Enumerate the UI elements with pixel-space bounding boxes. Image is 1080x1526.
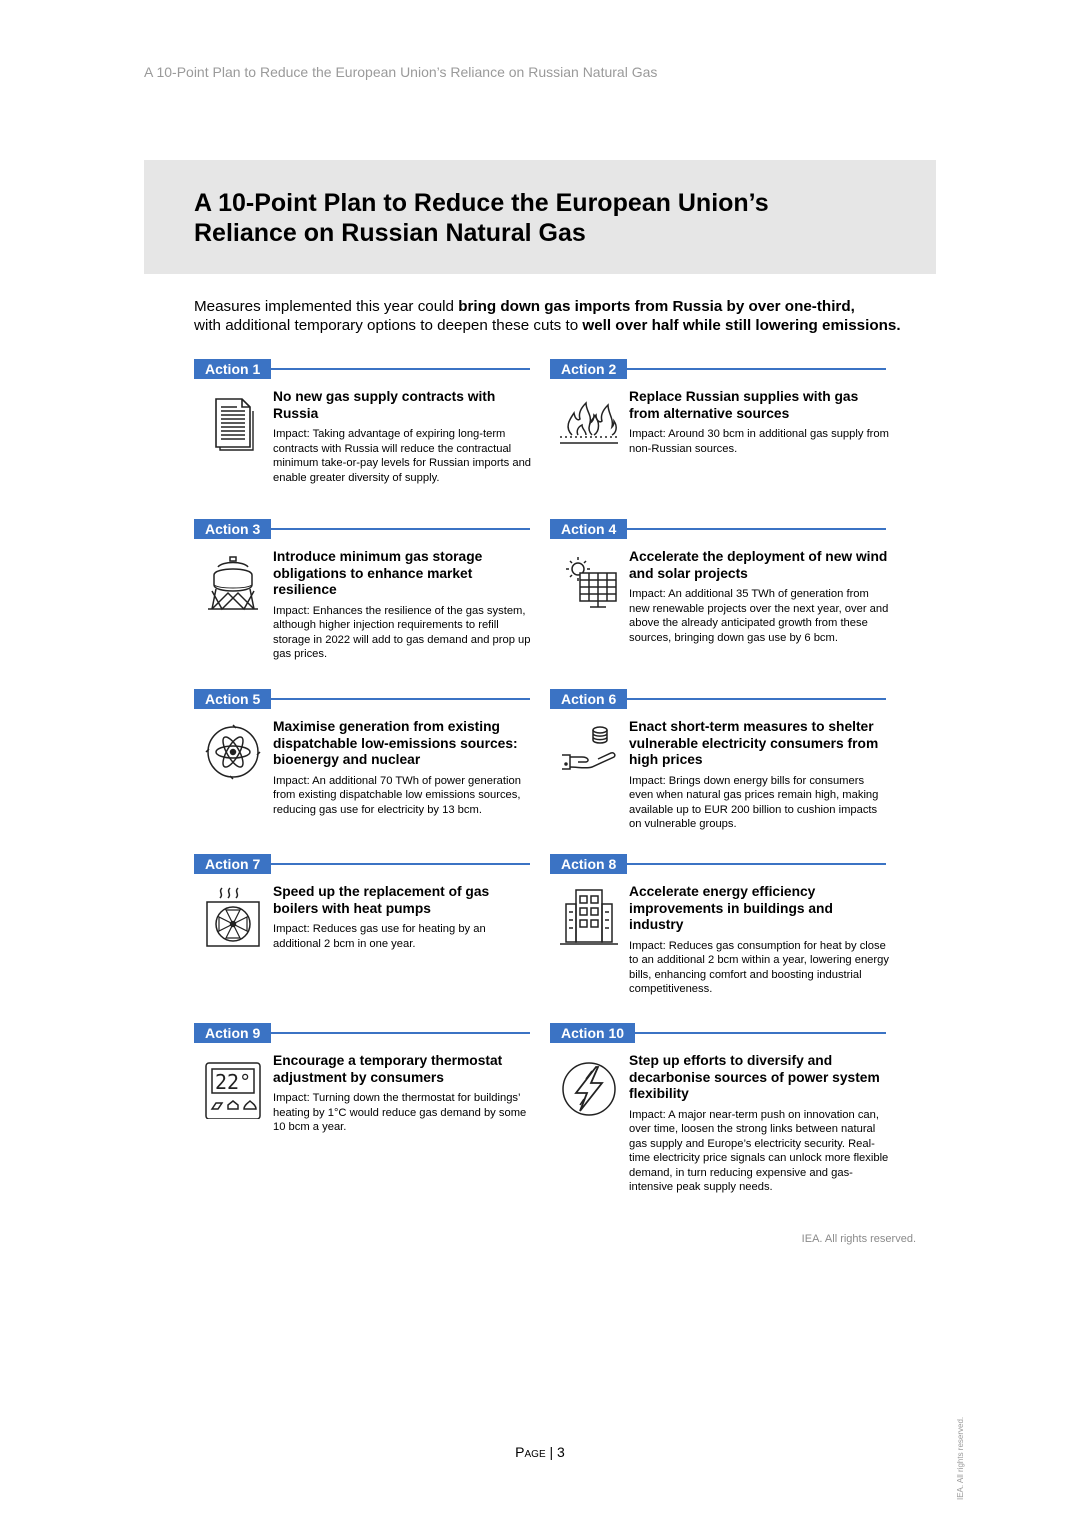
intro-text-1a: Measures implemented this year could bbox=[194, 298, 459, 315]
action-badge: Action 4 bbox=[550, 519, 627, 539]
action-title: Encourage a temporary thermostat adjustment by consumers bbox=[273, 1053, 503, 1085]
action-impact: Impact: Reduces gas consumption for heat by close to an additional 2 bcm within a year, lowering energy bills, enhancing comfort and boosting industrial competitiveness. bbox=[629, 939, 889, 996]
title-band bbox=[144, 160, 936, 274]
side-copyright: IEA. All rights reserved. bbox=[956, 1416, 965, 1500]
copyright-note: IEA. All rights reserved. bbox=[801, 1233, 916, 1245]
action-10 bbox=[550, 1023, 890, 1194]
action-badge: Action 5 bbox=[194, 689, 271, 709]
document-icon bbox=[200, 389, 266, 455]
thermostat-icon bbox=[200, 1053, 266, 1119]
action-title: Step up efforts to diversify and decarbonise sources of power system flexibility bbox=[629, 1053, 880, 1101]
action-2 bbox=[550, 359, 890, 455]
action-title: Speed up the replacement of gas boilers with heat pumps bbox=[273, 884, 490, 916]
page-number-value: | 3 bbox=[549, 1444, 565, 1460]
action-title: No new gas supply contracts with Russia bbox=[273, 389, 496, 421]
solar-panel-icon bbox=[556, 549, 622, 615]
thermostat-display: 22° bbox=[215, 1070, 252, 1094]
action-title: Replace Russian supplies with gas from alternative sources bbox=[629, 389, 859, 421]
action-impact: Impact: Enhances the resilience of the gas system, although higher injection requirements to refill storage in 2022 will add to gas demand and prop up gas prices. bbox=[273, 604, 531, 661]
running-header: A 10-Point Plan to Reduce the European Union’s Reliance on Russian Natural Gas bbox=[144, 64, 658, 80]
action-4 bbox=[550, 519, 890, 644]
action-badge: Action 10 bbox=[550, 1023, 635, 1043]
action-6 bbox=[550, 689, 890, 831]
page-number bbox=[0, 1444, 1080, 1460]
action-7 bbox=[194, 854, 534, 950]
gas-storage-tank-icon bbox=[200, 549, 266, 615]
action-title: Accelerate the deployment of new wind and solar projects bbox=[629, 549, 888, 581]
action-impact: Impact: Brings down energy bills for consumers even when natural gas prices remain high, making available up to EUR 200 billion to cushion impacts on vulnerable groups. bbox=[629, 774, 879, 831]
building-icon bbox=[556, 884, 622, 950]
action-badge: Action 3 bbox=[194, 519, 271, 539]
page-title bbox=[194, 188, 769, 248]
action-badge: Action 8 bbox=[550, 854, 627, 874]
atom-icon bbox=[200, 719, 266, 785]
action-impact: Impact: A major near-term push on innovation can, over time, loosen the strong links between natural gas supply and Europe’s electricity security. Real-time electricity price signals can unlock more flexible demand, in turn reducing expensive and gas-intensive peak supply needs. bbox=[629, 1108, 889, 1194]
action-3 bbox=[194, 519, 534, 661]
action-impact: Impact: Taking advantage of expiring long-term contracts with Russia will reduce the contractual minimum take-or-pay levels for Russian imports and enable greater diversity of supply. bbox=[273, 428, 532, 484]
action-badge: Action 1 bbox=[194, 359, 271, 379]
intro-text-2a: with additional temporary options to deepen these cuts to bbox=[194, 317, 583, 334]
action-title: Introduce minimum gas storage obligations to enhance market resilience bbox=[273, 549, 483, 597]
gas-flame-icon bbox=[556, 389, 622, 455]
action-impact: Impact: An additional 70 TWh of power generation from existing dispatchable low emissions sources, reducing gas use for electricity by 13 bcm. bbox=[273, 774, 521, 816]
action-badge: Action 7 bbox=[194, 854, 271, 874]
action-title: Enact short-term measures to shelter vulnerable electricity consumers from high prices bbox=[629, 719, 879, 767]
intro-text-2b: well over half while still lowering emissions. bbox=[582, 317, 901, 334]
action-impact: Impact: Reduces gas use for heating by an additional 2 bcm in one year. bbox=[273, 923, 486, 950]
action-impact: Impact: An additional 35 TWh of generation from new renewable projects over the next year, over and above the already anticipated growth from these sources, bringing down gas use by 6 bcm. bbox=[629, 588, 889, 644]
action-impact: Impact: Turning down the thermostat for buildings’ heating by 1°C would reduce gas demand by some 10 bcm a year. bbox=[273, 1092, 527, 1134]
action-5 bbox=[194, 689, 534, 816]
action-badge: Action 9 bbox=[194, 1023, 271, 1043]
action-title: Maximise generation from existing dispatchable low-emissions sources: bioenergy and nuclear bbox=[273, 719, 518, 767]
action-badge: Action 2 bbox=[550, 359, 627, 379]
action-8 bbox=[550, 854, 890, 996]
intro-text-1b: bring down gas imports from Russia by over one-third, bbox=[458, 298, 855, 315]
title-line-2: Reliance on Russian Natural Gas bbox=[194, 219, 586, 247]
action-badge: Action 6 bbox=[550, 689, 627, 709]
action-title: Accelerate energy efficiency improvements in buildings and industry bbox=[629, 884, 833, 932]
title-line-1: A 10-Point Plan to Reduce the European Union’s bbox=[194, 189, 769, 217]
lightning-icon bbox=[556, 1053, 622, 1119]
action-1 bbox=[194, 359, 534, 484]
page-label: Page bbox=[515, 1444, 546, 1460]
hand-coins-icon bbox=[556, 719, 622, 785]
action-impact: Impact: Around 30 bcm in additional gas supply from non-Russian sources. bbox=[629, 428, 889, 455]
action-9 bbox=[194, 1023, 534, 1134]
intro-text bbox=[194, 297, 954, 335]
heat-pump-icon bbox=[200, 884, 266, 950]
